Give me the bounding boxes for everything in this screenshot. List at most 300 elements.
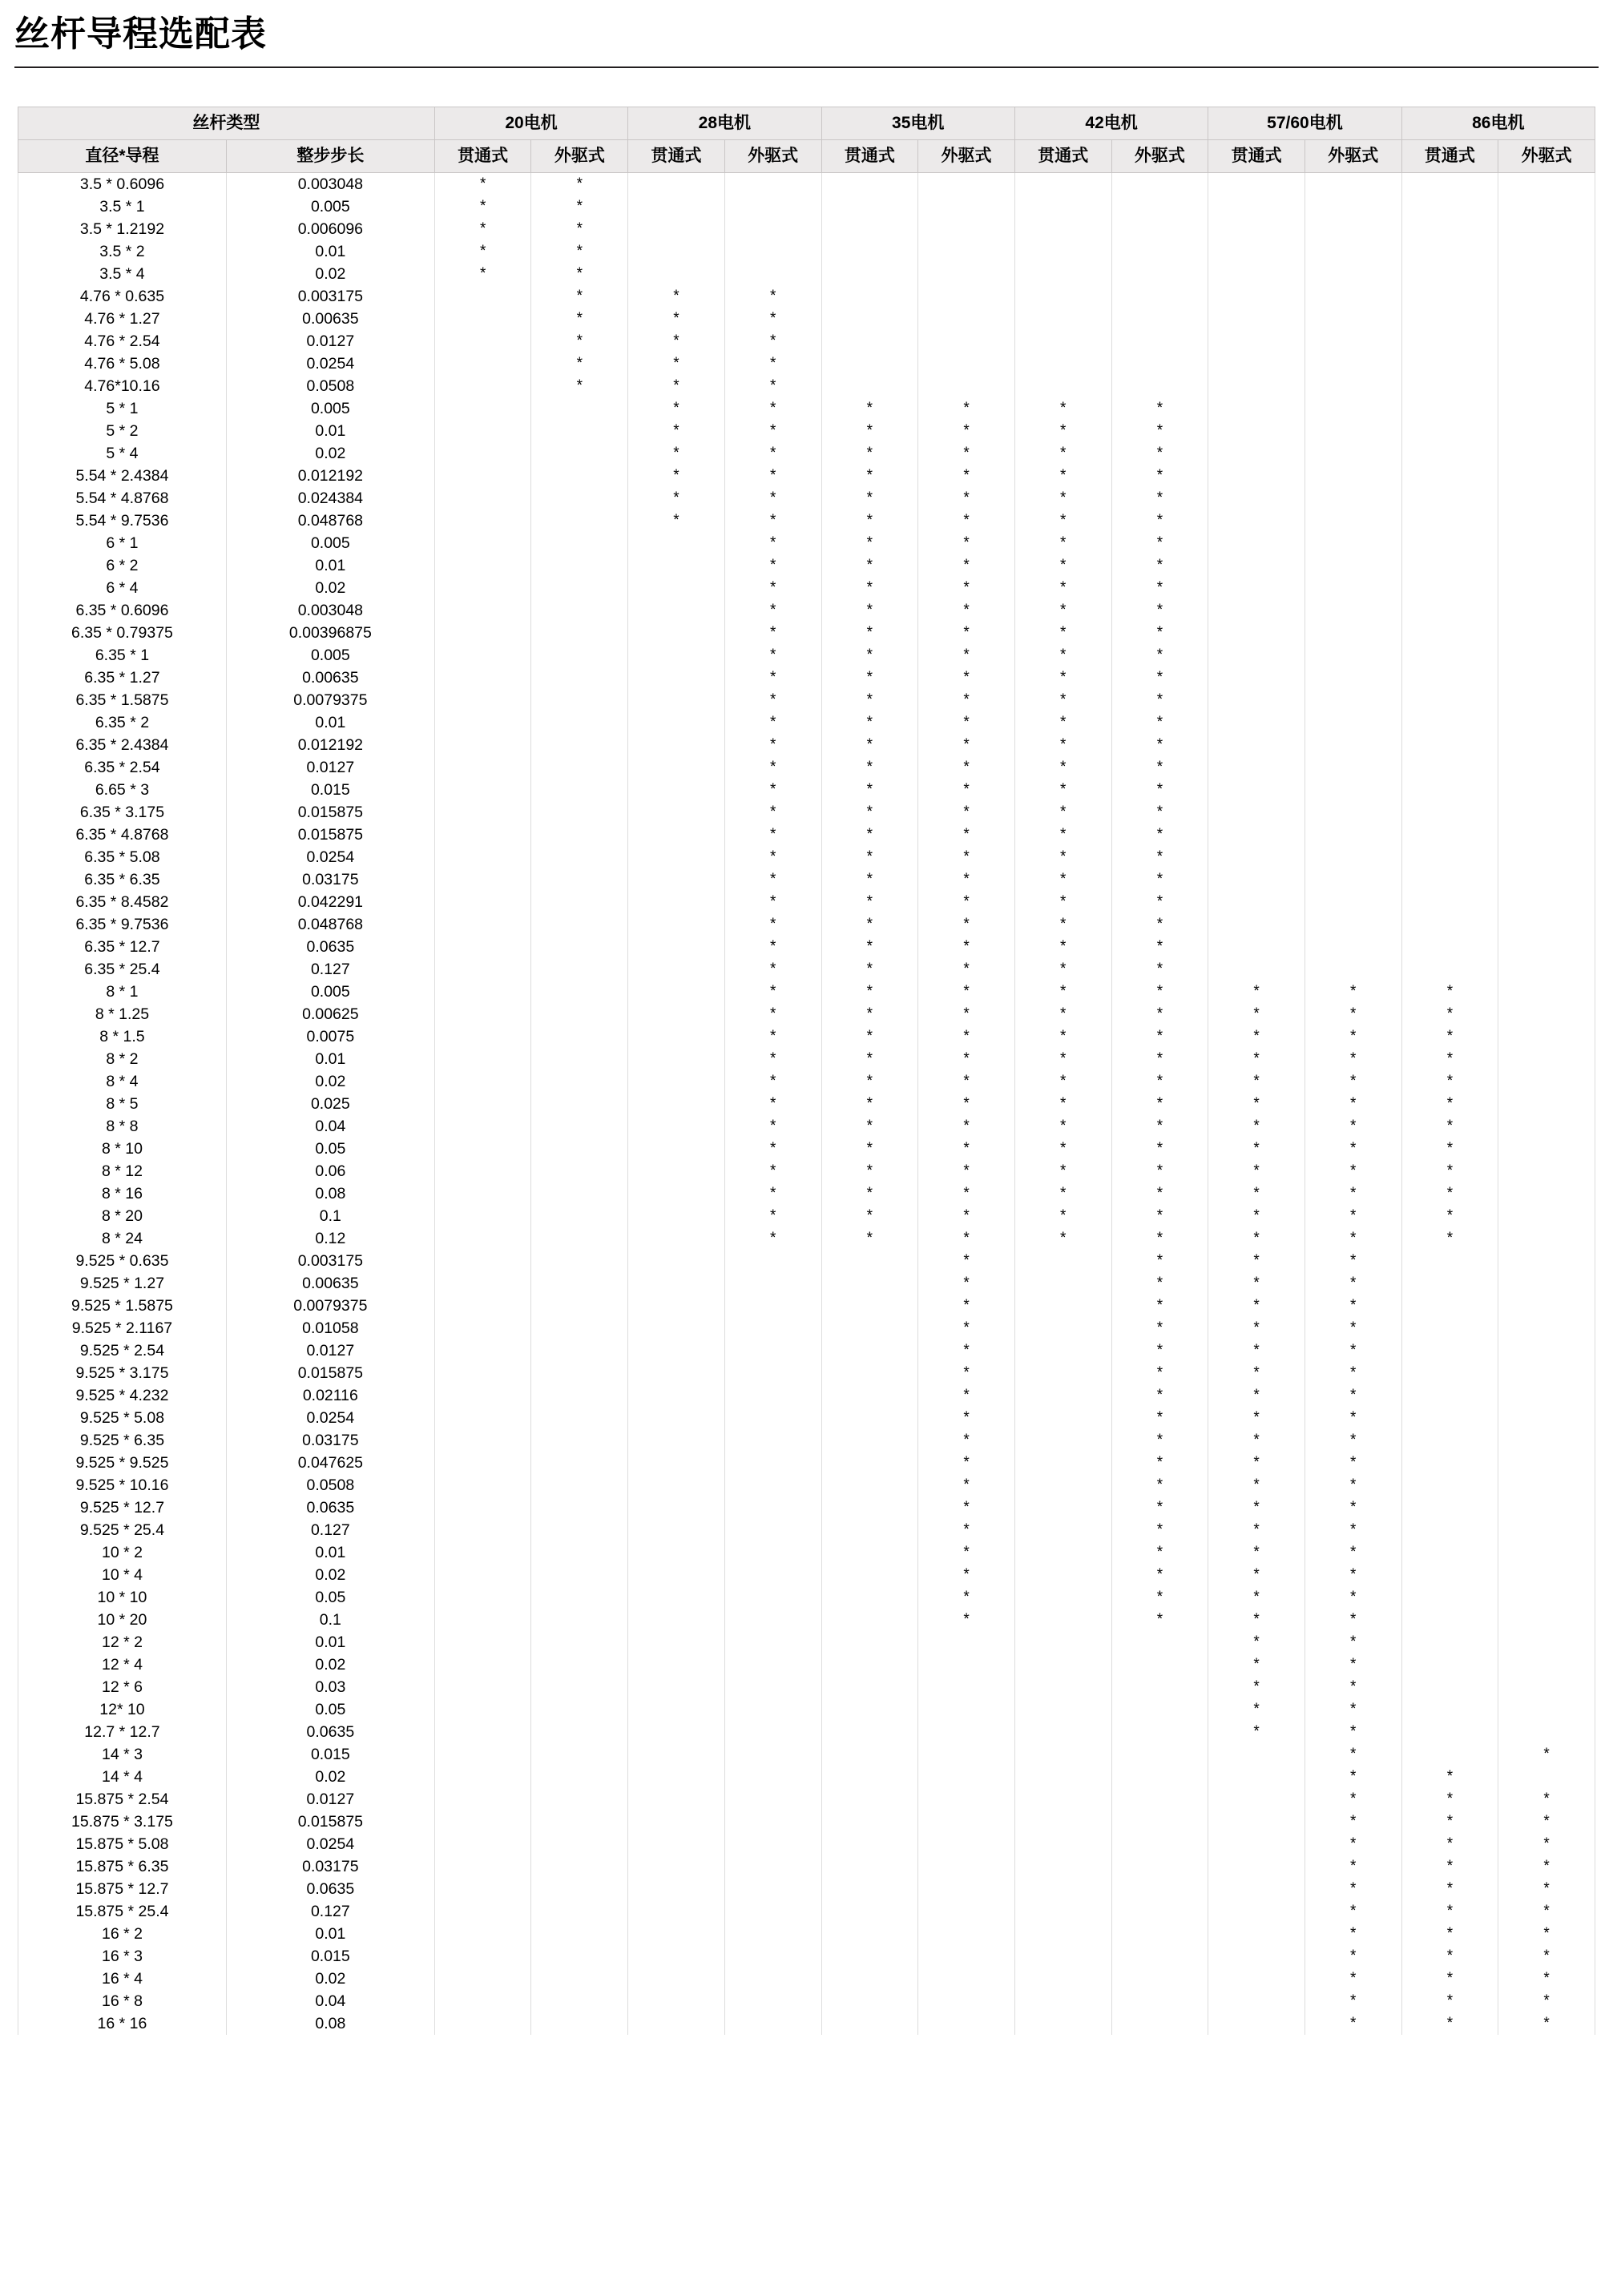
- table-row: [18, 599, 1595, 622]
- cell-compat-7: *: [1111, 936, 1208, 958]
- cell-compat-6: *: [1014, 1182, 1111, 1205]
- cell-compat-1: [531, 1654, 628, 1676]
- cell-compat-2: [628, 1227, 725, 1250]
- cell-compat-2: [628, 1698, 725, 1721]
- cell-compat-9: *: [1305, 1855, 1401, 1878]
- cell-compat-5: *: [918, 1093, 1015, 1115]
- cell-full-step: 0.02: [226, 1070, 434, 1093]
- cell-compat-4: [821, 1452, 918, 1474]
- cell-compat-2: [628, 218, 725, 240]
- cell-compat-2: [628, 1272, 725, 1295]
- cell-compat-6: [1014, 285, 1111, 308]
- cell-compat-11: *: [1498, 1855, 1595, 1878]
- cell-diameter-lead: 3.5 * 0.6096: [18, 172, 227, 195]
- cell-compat-5: [918, 1654, 1015, 1676]
- cell-full-step: 0.005: [226, 195, 434, 218]
- cell-compat-8: [1208, 1788, 1305, 1811]
- header-28-through: 贯通式: [628, 139, 725, 172]
- cell-compat-7: *: [1111, 1474, 1208, 1496]
- cell-compat-9: *: [1305, 1968, 1401, 1990]
- cell-compat-0: [434, 1811, 531, 1833]
- cell-compat-4: *: [821, 981, 918, 1003]
- table-row: [18, 801, 1595, 824]
- cell-compat-3: [724, 1788, 821, 1811]
- header-35-external: 外驱式: [918, 139, 1015, 172]
- cell-compat-11: [1498, 1048, 1595, 1070]
- table-row: [18, 868, 1595, 891]
- header-motor-42: 42电机: [1014, 107, 1208, 139]
- cell-compat-10: [1401, 577, 1498, 599]
- cell-compat-5: [918, 1631, 1015, 1654]
- cell-compat-8: [1208, 1878, 1305, 1900]
- cell-full-step: 0.005: [226, 532, 434, 554]
- table-row: [18, 308, 1595, 330]
- cell-compat-4: [821, 330, 918, 352]
- cell-compat-4: *: [821, 958, 918, 981]
- cell-compat-1: [531, 1384, 628, 1407]
- cell-compat-10: *: [1401, 1811, 1498, 1833]
- cell-compat-9: *: [1305, 1407, 1401, 1429]
- cell-compat-5: [918, 1900, 1015, 1923]
- title-block: [0, 0, 1613, 66]
- cell-compat-0: [434, 981, 531, 1003]
- cell-compat-7: [1111, 1811, 1208, 1833]
- cell-compat-6: *: [1014, 1115, 1111, 1138]
- cell-compat-3: *: [724, 308, 821, 330]
- cell-compat-0: [434, 1272, 531, 1295]
- cell-compat-9: [1305, 644, 1401, 667]
- cell-compat-11: [1498, 308, 1595, 330]
- cell-compat-9: [1305, 285, 1401, 308]
- cell-compat-1: [531, 1676, 628, 1698]
- cell-compat-9: [1305, 352, 1401, 375]
- cell-compat-1: *: [531, 195, 628, 218]
- cell-compat-8: [1208, 442, 1305, 465]
- cell-compat-9: *: [1305, 1900, 1401, 1923]
- cell-compat-3: *: [724, 1048, 821, 1070]
- cell-compat-5: *: [918, 1317, 1015, 1339]
- cell-compat-5: *: [918, 465, 1015, 487]
- cell-full-step: 0.06: [226, 1160, 434, 1182]
- cell-compat-11: [1498, 1676, 1595, 1698]
- cell-compat-6: [1014, 1384, 1111, 1407]
- cell-compat-1: [531, 442, 628, 465]
- cell-compat-2: *: [628, 465, 725, 487]
- cell-compat-4: [821, 195, 918, 218]
- cell-compat-2: *: [628, 285, 725, 308]
- cell-compat-7: *: [1111, 1070, 1208, 1093]
- cell-compat-0: [434, 599, 531, 622]
- cell-compat-11: [1498, 891, 1595, 913]
- cell-compat-11: [1498, 263, 1595, 285]
- cell-compat-9: *: [1305, 1160, 1401, 1182]
- cell-compat-7: *: [1111, 1429, 1208, 1452]
- cell-full-step: 0.08: [226, 2012, 434, 2035]
- table-row: [18, 1586, 1595, 1609]
- cell-compat-4: [821, 1496, 918, 1519]
- cell-compat-4: *: [821, 532, 918, 554]
- cell-diameter-lead: 10 * 4: [18, 1564, 227, 1586]
- table-row: [18, 981, 1595, 1003]
- cell-compat-1: [531, 1631, 628, 1654]
- header-row-subcolumns: [18, 139, 1595, 172]
- cell-compat-2: [628, 1945, 725, 1968]
- cell-compat-6: *: [1014, 868, 1111, 891]
- cell-compat-10: *: [1401, 1923, 1498, 1945]
- cell-compat-0: [434, 1990, 531, 2012]
- cell-compat-10: [1401, 1272, 1498, 1295]
- cell-compat-4: [821, 1721, 918, 1743]
- cell-compat-8: [1208, 532, 1305, 554]
- cell-compat-2: [628, 891, 725, 913]
- cell-compat-7: [1111, 2012, 1208, 2035]
- cell-compat-7: *: [1111, 1519, 1208, 1541]
- cell-compat-8: [1208, 868, 1305, 891]
- cell-compat-2: [628, 1564, 725, 1586]
- cell-full-step: 0.00635: [226, 1272, 434, 1295]
- cell-compat-7: *: [1111, 1115, 1208, 1138]
- cell-compat-0: [434, 1564, 531, 1586]
- cell-diameter-lead: 9.525 * 10.16: [18, 1474, 227, 1496]
- cell-compat-3: [724, 1339, 821, 1362]
- cell-full-step: 0.012192: [226, 734, 434, 756]
- cell-compat-2: [628, 756, 725, 779]
- cell-compat-5: [918, 240, 1015, 263]
- cell-compat-11: [1498, 1227, 1595, 1250]
- cell-compat-3: [724, 1317, 821, 1339]
- cell-full-step: 0.015: [226, 1945, 434, 1968]
- cell-compat-2: [628, 1138, 725, 1160]
- cell-compat-8: [1208, 577, 1305, 599]
- cell-compat-4: [821, 2012, 918, 2035]
- table-row: [18, 1138, 1595, 1160]
- cell-compat-4: [821, 1317, 918, 1339]
- cell-compat-5: [918, 218, 1015, 240]
- cell-compat-4: *: [821, 420, 918, 442]
- cell-compat-3: *: [724, 644, 821, 667]
- cell-compat-7: *: [1111, 622, 1208, 644]
- cell-compat-9: [1305, 510, 1401, 532]
- cell-full-step: 0.02: [226, 442, 434, 465]
- cell-compat-8: *: [1208, 1541, 1305, 1564]
- cell-compat-0: [434, 420, 531, 442]
- cell-compat-1: [531, 1205, 628, 1227]
- cell-compat-9: [1305, 599, 1401, 622]
- cell-compat-3: *: [724, 577, 821, 599]
- cell-compat-4: *: [821, 868, 918, 891]
- table-row: [18, 397, 1595, 420]
- cell-compat-7: *: [1111, 1160, 1208, 1182]
- header-full-step: 整步步长: [226, 139, 434, 172]
- cell-compat-0: [434, 1138, 531, 1160]
- cell-compat-1: [531, 1025, 628, 1048]
- cell-compat-4: [821, 1339, 918, 1362]
- cell-full-step: 0.01: [226, 1048, 434, 1070]
- cell-compat-10: [1401, 891, 1498, 913]
- header-motor-35: 35电机: [821, 107, 1014, 139]
- cell-full-step: 0.00625: [226, 1003, 434, 1025]
- cell-compat-11: [1498, 1609, 1595, 1631]
- cell-compat-10: *: [1401, 1115, 1498, 1138]
- cell-compat-0: [434, 913, 531, 936]
- table-head: [18, 107, 1595, 172]
- cell-compat-5: [918, 375, 1015, 397]
- cell-compat-7: [1111, 1654, 1208, 1676]
- table-row: [18, 622, 1595, 644]
- cell-compat-7: *: [1111, 1317, 1208, 1339]
- cell-compat-7: *: [1111, 577, 1208, 599]
- table-row: [18, 1182, 1595, 1205]
- cell-compat-10: [1401, 824, 1498, 846]
- cell-compat-0: [434, 958, 531, 981]
- cell-compat-4: [821, 352, 918, 375]
- cell-compat-0: [434, 1586, 531, 1609]
- cell-compat-3: *: [724, 375, 821, 397]
- cell-compat-1: *: [531, 218, 628, 240]
- cell-compat-2: [628, 1250, 725, 1272]
- cell-full-step: 0.08: [226, 1182, 434, 1205]
- cell-full-step: 0.048768: [226, 510, 434, 532]
- cell-compat-10: [1401, 1609, 1498, 1631]
- cell-compat-5: *: [918, 936, 1015, 958]
- cell-compat-2: [628, 868, 725, 891]
- cell-compat-1: [531, 667, 628, 689]
- cell-compat-9: *: [1305, 1025, 1401, 1048]
- cell-compat-1: [531, 1295, 628, 1317]
- cell-full-step: 0.04: [226, 1990, 434, 2012]
- cell-full-step: 0.04: [226, 1115, 434, 1138]
- cell-compat-10: [1401, 1250, 1498, 1272]
- table-row: [18, 689, 1595, 711]
- header-86-external: 外驱式: [1498, 139, 1595, 172]
- cell-compat-2: [628, 1317, 725, 1339]
- cell-compat-2: *: [628, 308, 725, 330]
- cell-compat-7: [1111, 1900, 1208, 1923]
- cell-compat-8: [1208, 644, 1305, 667]
- cell-diameter-lead: 9.525 * 1.5875: [18, 1295, 227, 1317]
- table-row: [18, 554, 1595, 577]
- cell-compat-7: *: [1111, 1564, 1208, 1586]
- cell-compat-6: [1014, 375, 1111, 397]
- cell-compat-8: [1208, 913, 1305, 936]
- cell-compat-0: *: [434, 218, 531, 240]
- table-row: [18, 1990, 1595, 2012]
- cell-diameter-lead: 9.525 * 3.175: [18, 1362, 227, 1384]
- cell-compat-3: *: [724, 352, 821, 375]
- cell-compat-8: *: [1208, 1070, 1305, 1093]
- cell-compat-0: [434, 779, 531, 801]
- cell-compat-7: *: [1111, 1003, 1208, 1025]
- cell-compat-5: *: [918, 1564, 1015, 1586]
- cell-compat-11: [1498, 1429, 1595, 1452]
- cell-compat-3: *: [724, 824, 821, 846]
- cell-compat-9: *: [1305, 1743, 1401, 1766]
- cell-compat-4: [821, 1968, 918, 1990]
- cell-diameter-lead: 12* 10: [18, 1698, 227, 1721]
- cell-compat-7: *: [1111, 1384, 1208, 1407]
- cell-compat-3: [724, 195, 821, 218]
- cell-compat-8: *: [1208, 1160, 1305, 1182]
- cell-compat-4: *: [821, 487, 918, 510]
- cell-compat-5: *: [918, 1541, 1015, 1564]
- cell-compat-6: *: [1014, 711, 1111, 734]
- cell-diameter-lead: 6 * 1: [18, 532, 227, 554]
- table-row: [18, 1093, 1595, 1115]
- cell-compat-0: [434, 1295, 531, 1317]
- cell-compat-6: *: [1014, 532, 1111, 554]
- cell-compat-9: [1305, 734, 1401, 756]
- cell-compat-10: [1401, 1384, 1498, 1407]
- cell-diameter-lead: 9.525 * 6.35: [18, 1429, 227, 1452]
- cell-compat-10: *: [1401, 2012, 1498, 2035]
- cell-compat-1: [531, 711, 628, 734]
- cell-compat-9: [1305, 308, 1401, 330]
- cell-compat-0: *: [434, 263, 531, 285]
- cell-compat-8: *: [1208, 1564, 1305, 1586]
- cell-compat-4: [821, 1586, 918, 1609]
- cell-compat-1: [531, 1609, 628, 1631]
- cell-compat-0: [434, 1003, 531, 1025]
- table-row: [18, 1070, 1595, 1093]
- cell-full-step: 0.015875: [226, 1811, 434, 1833]
- cell-compat-10: [1401, 442, 1498, 465]
- cell-compat-0: [434, 1743, 531, 1766]
- cell-compat-7: *: [1111, 1227, 1208, 1250]
- cell-compat-1: [531, 891, 628, 913]
- cell-compat-10: [1401, 195, 1498, 218]
- cell-compat-9: [1305, 756, 1401, 779]
- cell-compat-0: [434, 577, 531, 599]
- cell-compat-4: [821, 1609, 918, 1631]
- cell-compat-9: *: [1305, 1205, 1401, 1227]
- cell-compat-4: *: [821, 846, 918, 868]
- cell-compat-0: [434, 1182, 531, 1205]
- cell-compat-9: *: [1305, 1609, 1401, 1631]
- cell-compat-11: [1498, 868, 1595, 891]
- cell-compat-1: [531, 1093, 628, 1115]
- cell-compat-0: [434, 1048, 531, 1070]
- cell-compat-9: *: [1305, 1138, 1401, 1160]
- cell-compat-11: [1498, 599, 1595, 622]
- cell-compat-3: [724, 1990, 821, 2012]
- cell-compat-4: [821, 285, 918, 308]
- cell-compat-4: [821, 1990, 918, 2012]
- cell-compat-4: *: [821, 1003, 918, 1025]
- cell-compat-2: *: [628, 510, 725, 532]
- cell-compat-10: [1401, 397, 1498, 420]
- cell-compat-7: [1111, 1833, 1208, 1855]
- table-row: [18, 330, 1595, 352]
- cell-compat-10: [1401, 330, 1498, 352]
- cell-diameter-lead: 16 * 4: [18, 1968, 227, 1990]
- cell-compat-11: [1498, 375, 1595, 397]
- cell-compat-5: *: [918, 1384, 1015, 1407]
- cell-full-step: 0.01: [226, 420, 434, 442]
- cell-compat-6: *: [1014, 599, 1111, 622]
- cell-compat-11: [1498, 577, 1595, 599]
- cell-compat-7: *: [1111, 913, 1208, 936]
- cell-compat-1: [531, 1496, 628, 1519]
- cell-compat-6: *: [1014, 1205, 1111, 1227]
- cell-compat-11: [1498, 510, 1595, 532]
- cell-diameter-lead: 9.525 * 9.525: [18, 1452, 227, 1474]
- cell-compat-10: [1401, 801, 1498, 824]
- table-row: [18, 1878, 1595, 1900]
- cell-compat-9: *: [1305, 1811, 1401, 1833]
- cell-compat-7: *: [1111, 1609, 1208, 1631]
- table-row: [18, 1272, 1595, 1295]
- cell-diameter-lead: 16 * 3: [18, 1945, 227, 1968]
- cell-compat-7: *: [1111, 1272, 1208, 1295]
- cell-compat-1: [531, 1923, 628, 1945]
- cell-full-step: 0.006096: [226, 218, 434, 240]
- cell-compat-3: *: [724, 756, 821, 779]
- cell-compat-0: [434, 1698, 531, 1721]
- cell-compat-5: *: [918, 958, 1015, 981]
- cell-compat-3: *: [724, 554, 821, 577]
- cell-diameter-lead: 15.875 * 6.35: [18, 1855, 227, 1878]
- cell-compat-1: [531, 1429, 628, 1452]
- cell-compat-1: [531, 1339, 628, 1362]
- cell-compat-0: [434, 1250, 531, 1272]
- cell-compat-2: [628, 936, 725, 958]
- cell-compat-2: [628, 2012, 725, 2035]
- cell-compat-10: [1401, 285, 1498, 308]
- cell-compat-7: *: [1111, 1048, 1208, 1070]
- cell-compat-7: [1111, 308, 1208, 330]
- cell-compat-2: [628, 1182, 725, 1205]
- cell-diameter-lead: 8 * 1: [18, 981, 227, 1003]
- cell-compat-7: [1111, 375, 1208, 397]
- cell-compat-11: [1498, 1295, 1595, 1317]
- cell-compat-5: *: [918, 1295, 1015, 1317]
- cell-compat-0: [434, 1855, 531, 1878]
- table-body: [18, 172, 1595, 2035]
- cell-compat-8: *: [1208, 1676, 1305, 1698]
- cell-compat-10: [1401, 936, 1498, 958]
- cell-compat-1: [531, 1855, 628, 1878]
- cell-compat-8: *: [1208, 1025, 1305, 1048]
- table-row: [18, 936, 1595, 958]
- cell-compat-4: *: [821, 779, 918, 801]
- cell-compat-3: *: [724, 532, 821, 554]
- cell-compat-1: [531, 1811, 628, 1833]
- cell-compat-9: *: [1305, 1003, 1401, 1025]
- cell-compat-8: [1208, 1945, 1305, 1968]
- cell-compat-4: [821, 1407, 918, 1429]
- cell-compat-6: [1014, 352, 1111, 375]
- cell-compat-3: [724, 1900, 821, 1923]
- cell-diameter-lead: 4.76 * 0.635: [18, 285, 227, 308]
- cell-compat-3: *: [724, 981, 821, 1003]
- cell-compat-2: [628, 1609, 725, 1631]
- table-row: [18, 1609, 1595, 1631]
- cell-compat-1: [531, 622, 628, 644]
- cell-compat-7: [1111, 1968, 1208, 1990]
- cell-compat-8: [1208, 263, 1305, 285]
- cell-compat-9: *: [1305, 1833, 1401, 1855]
- cell-compat-8: [1208, 195, 1305, 218]
- cell-compat-2: [628, 622, 725, 644]
- cell-compat-6: *: [1014, 913, 1111, 936]
- cell-compat-3: *: [724, 1003, 821, 1025]
- cell-compat-0: [434, 532, 531, 554]
- cell-compat-9: *: [1305, 1182, 1401, 1205]
- cell-compat-1: [531, 1452, 628, 1474]
- cell-compat-9: [1305, 465, 1401, 487]
- cell-compat-8: [1208, 756, 1305, 779]
- cell-compat-10: [1401, 868, 1498, 891]
